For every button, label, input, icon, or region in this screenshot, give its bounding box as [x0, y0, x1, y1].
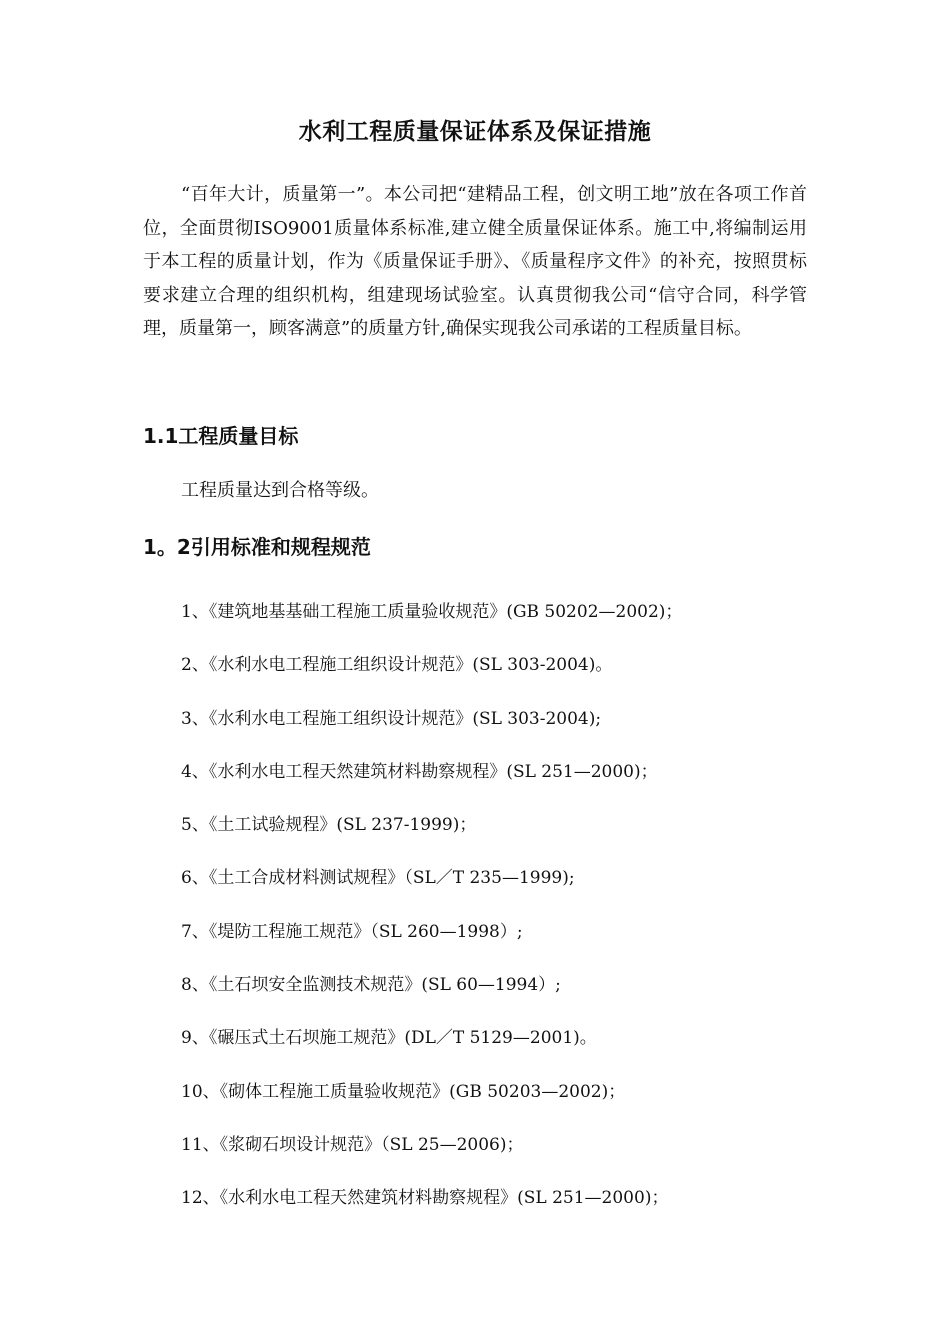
standard-item: 2、《水利水电工程施工组织设计规范》(SL 303-2004)。 — [181, 655, 613, 676]
standard-item: 11、《浆砌石坝设计规范》（SL 25—2006)； — [181, 1134, 524, 1155]
document-title: 水利工程质量保证体系及保证措施 — [298, 119, 652, 145]
standard-item: 7、《堤防工程施工规范》（SL 260—1998）; — [181, 921, 523, 942]
standard-item: 3、《水利水电工程施工组织设计规范》(SL 303-2004); — [181, 708, 602, 729]
quality-goal-text: 工程质量达到合格等级。 — [181, 480, 379, 501]
section-heading-standards: 1。2引用标准和规程规范 — [143, 535, 371, 559]
section-heading-quality-goal: 1.1工程质量目标 — [143, 424, 299, 448]
standard-item: 1、《建筑地基基础工程施工质量验收规范》(GB 50202—2002)； — [181, 602, 683, 622]
standard-item: 10、《砌体工程施工质量验收规范》(GB 50203—2002)； — [181, 1081, 626, 1102]
standards-list — [181, 586, 682, 1226]
standard-item: 4、《水利水电工程天然建筑材料勘察规程》(SL 251—2000)； — [181, 761, 658, 782]
standard-item: 5、《土工试验规程》(SL 237-1999)； — [181, 815, 477, 836]
standard-item: 6、《土工合成材料测试规程》（SL／T 235—1999); — [181, 868, 575, 889]
standard-item: 8、《土石坝安全监测技术规范》(SL 60—1994）; — [181, 975, 561, 996]
standard-item: 12、《水利水电工程天然建筑材料勘察规程》(SL 251—2000)； — [181, 1188, 669, 1209]
standard-item: 9、《碾压式土石坝施工规范》(DL／T 5129—2001)。 — [181, 1028, 597, 1049]
intro-paragraph: “百年大计，质量第一”。本公司把“建精品工程，创文明工地”放在各项工作首位，全面贯彻ISO9001质量体系标准,建立健全质量保证体系。施工中,将编制运用于本工程的质量计划，作为《质量保证手册》、《质量程序文件》的补充，按照贯标要求建立合理的组织机构，组建现场试验室。认真贯彻我公司“信守合同，科学管理，质量第一，顾客满意”的质量方针,确保实现我公司承诺的工程质量目标。 — [143, 184, 807, 339]
